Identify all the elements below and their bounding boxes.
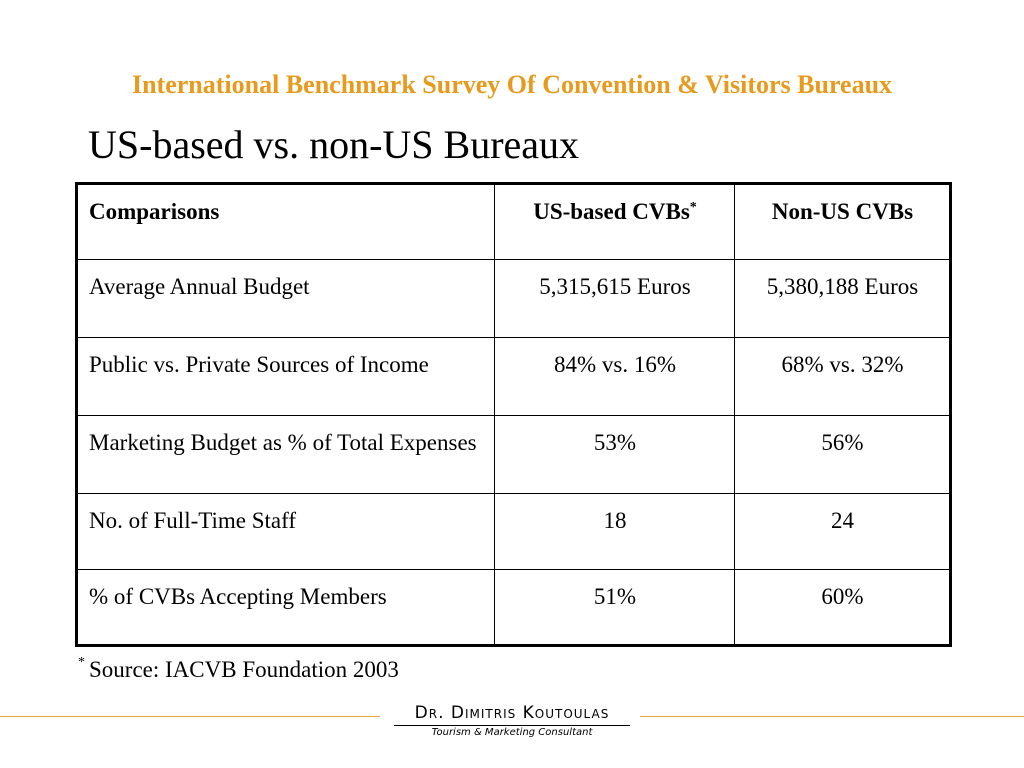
row-label: Public vs. Private Sources of Income: [77, 338, 495, 416]
row-label: Marketing Budget as % of Total Expenses: [77, 416, 495, 494]
table-header-row: [77, 184, 951, 260]
row-label: Average Annual Budget: [77, 260, 495, 338]
column-header-non-us: Non-US CVBs: [735, 184, 951, 260]
table-row: [77, 416, 951, 494]
source-footnote: [78, 657, 399, 683]
non-us-value: 56%: [735, 416, 951, 494]
column-header-comparisons: Comparisons: [77, 184, 495, 260]
logo-name: Dr. Dimitris Koutoulas: [414, 703, 610, 723]
table-row: [77, 570, 951, 646]
row-label: No. of Full-Time Staff: [77, 494, 495, 570]
table-row: [77, 338, 951, 416]
header-title: International Benchmark Survey Of Convention & Visitors Bureaux: [131, 70, 893, 99]
us-value: 51%: [495, 570, 735, 646]
column-header-us-based: [495, 184, 735, 260]
logo-tagline: Tourism & Marketing Consultant: [431, 727, 593, 738]
footer-rule-left: [0, 716, 380, 717]
non-us-value: 5,380,188 Euros: [735, 260, 951, 338]
us-value: 18: [495, 494, 735, 570]
table-row: [77, 260, 951, 338]
column-header-us-based-label: US-based CVBs: [533, 199, 690, 224]
footer-rule-right: [640, 716, 1024, 717]
non-us-value: 68% vs. 32%: [735, 338, 951, 416]
footnote-asterisk: *: [78, 655, 85, 670]
non-us-value: 24: [735, 494, 951, 570]
us-value: 5,315,615 Euros: [495, 260, 735, 338]
footnote-text: Source: IACVB Foundation 2003: [89, 657, 399, 682]
footnote-marker: *: [689, 200, 697, 215]
comparison-table: [75, 182, 952, 647]
non-us-value: 60%: [735, 570, 951, 646]
slide-subtitle: US-based vs. non-US Bureaux: [88, 122, 580, 167]
table-row: [77, 494, 951, 570]
us-value: 84% vs. 16%: [495, 338, 735, 416]
consultant-logo: [390, 703, 634, 743]
row-label: % of CVBs Accepting Members: [77, 570, 495, 646]
us-value: 53%: [495, 416, 735, 494]
